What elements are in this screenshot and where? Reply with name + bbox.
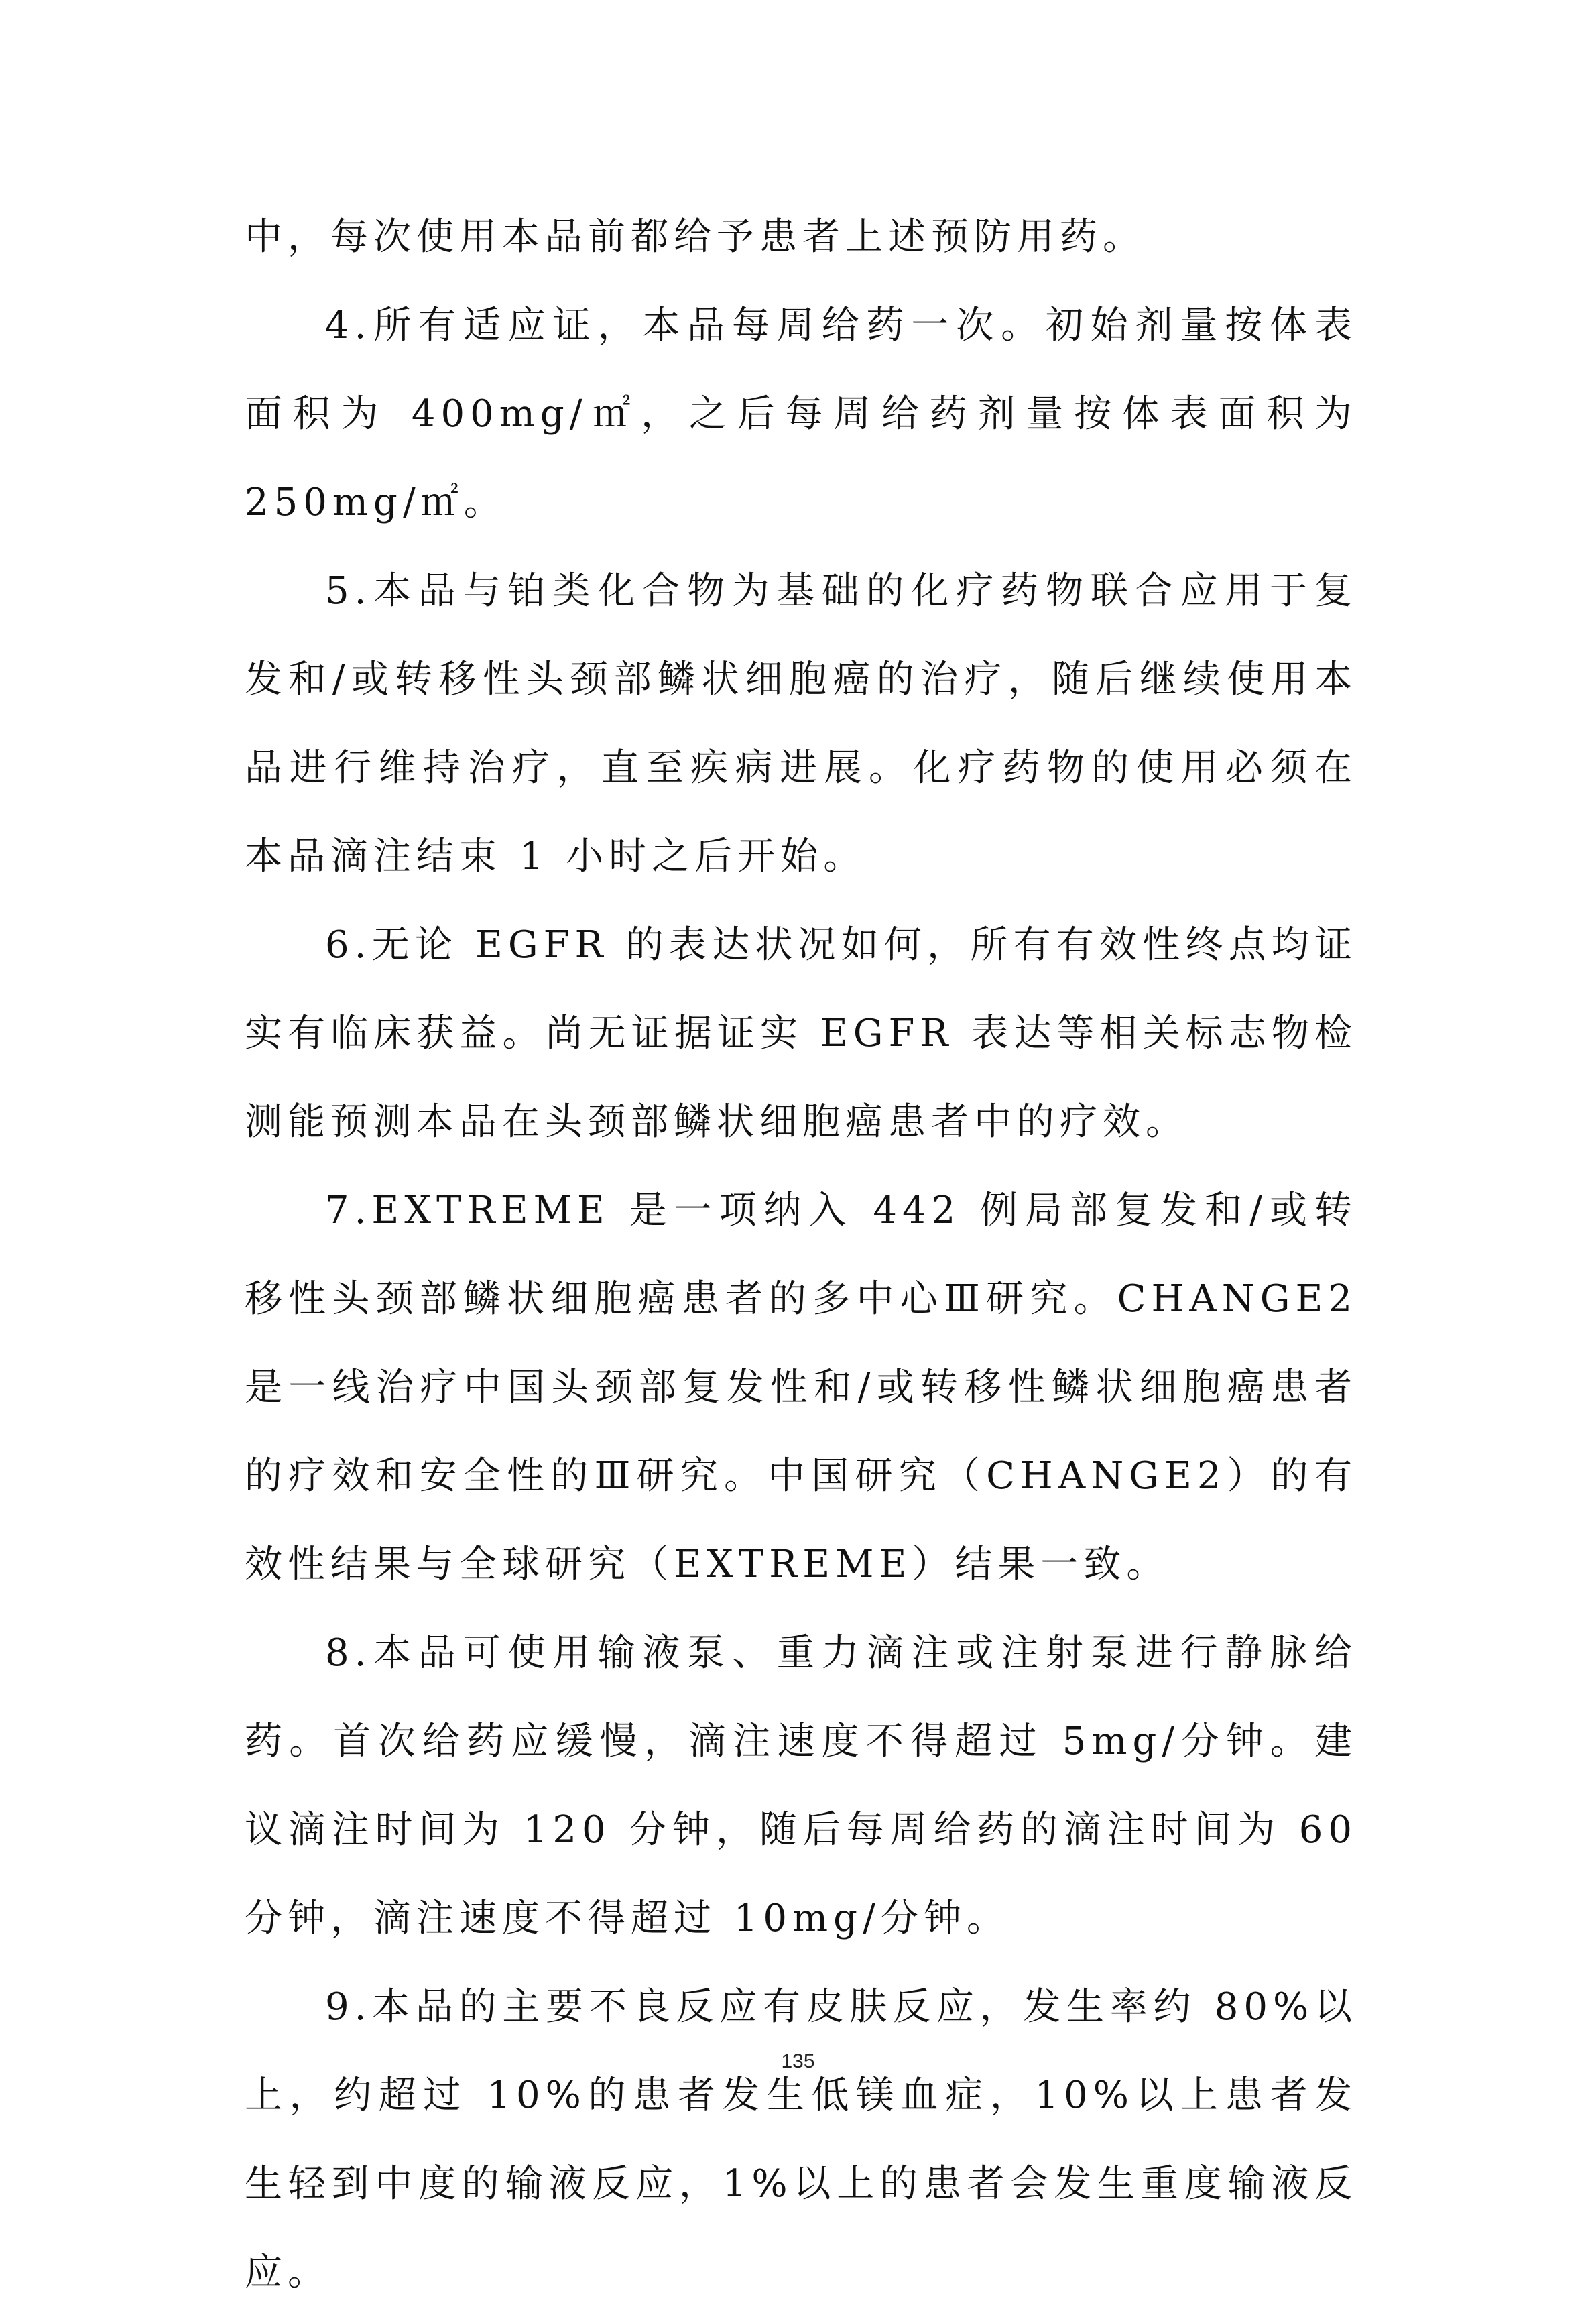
paragraph-continuation: 中，每次使用本品前都给予患者上述预防用药。 xyxy=(245,215,1146,259)
paragraph-item-8: 8.本品可使用输液泵、重力滴注或注射泵进行静脉给药。首次给药应缓慢，滴注速度不得超过 5mg/分钟。建议滴注时间为 120 分钟，随后每周给药的滴注时间为 60 分钟，滴注速度不得超过 10mg/分钟。 xyxy=(245,1631,1357,1940)
paragraph-item-4: 4.所有适应证，本品每周给药一次。初始剂量按体表面积为 400mg/㎡，之后每周给药剂量按体表面积为 250mg/㎡。 xyxy=(245,304,1357,524)
paragraph-item-7: 7.EXTREME 是一项纳入 442 例局部复发和/或转移性头颈部鳞状细胞癌患者的多中心Ⅲ研究。CHANGE2 是一线治疗中国头颈部复发性和/或转移性鳞状细胞癌患者的疗效和安全性的Ⅲ研究。中国研究（CHANGE2）的有效性结果与全球研究（EXTREME）结果一致。 xyxy=(245,1189,1357,1586)
paragraph-item-5: 5.本品与铂类化合物为基础的化疗药物联合应用于复发和/或转移性头颈部鳞状细胞癌的治疗，随后继续使用本品进行维持治疗，直至疾病进展。化疗药物的使用必须在本品滴注结束 1 小时之后开始。 xyxy=(245,569,1357,878)
paragraph-item-9: 9.本品的主要不良反应有皮肤反应，发生率约 80%以上，约超过 10%的患者发生低镁血症，10%以上患者发生轻到中度的输液反应，1%以上的患者会发生重度输液反应。 xyxy=(245,1985,1357,2294)
paragraph-item-6: 6.无论 EGFR 的表达状况如何，所有有效性终点均证实有临床获益。尚无证据证实 EGFR 表达等相关标志物检测能预测本品在头颈部鳞状细胞癌患者中的疗效。 xyxy=(245,923,1358,1144)
body-text xyxy=(245,193,1357,2317)
page-number: 135 xyxy=(781,2050,815,2072)
